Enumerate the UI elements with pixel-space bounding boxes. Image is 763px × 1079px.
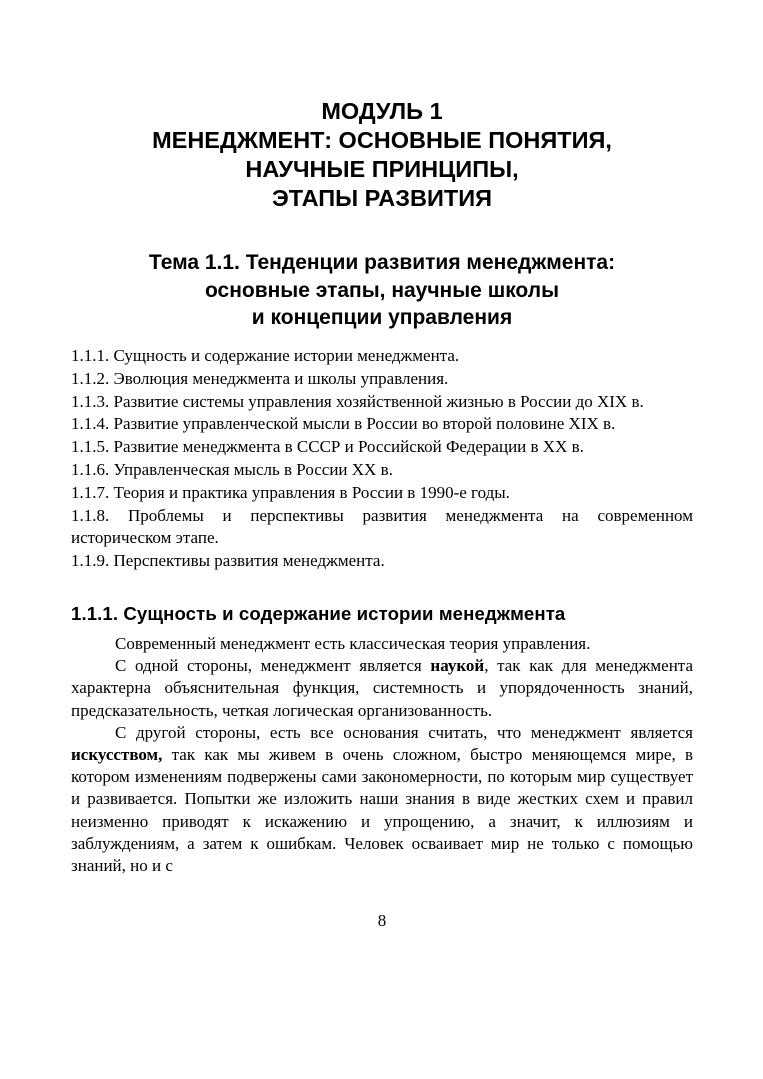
module-heading [71,97,693,213]
module-heading-line: ЭТАПЫ РАЗВИТИЯ [272,185,492,211]
paragraph [71,655,693,722]
topic-heading-line: и концепции управления [251,306,513,329]
module-heading-line: НАУЧНЫЕ ПРИНЦИПЫ, [245,156,519,182]
paragraph-text: , так как для менеджмента характерна объяснительная функция, системность и упорядоченность знаний, предсказательность, четкая логическая организованность. [71,656,693,720]
book-page [71,0,693,1079]
toc-item: 1.1.2. Эволюция менеджмента и школы управления. [71,368,449,388]
paragraph-text: Современный менеджмент есть классическая теория управления. [115,634,591,653]
toc-item: 1.1.8. Проблемы и перспективы развития менеджмента на современном историческом этапе. [71,505,693,548]
table-of-contents [71,345,693,573]
toc-item: 1.1.1. Сущность и содержание истории менеджмента. [71,346,460,365]
paragraph-text: так как мы живем в очень сложном, быстро меняющемся мире, в котором изменениям подвержены сами закономерности, по которым мир существует и развивается. Попытки же изложить наши знания в виде жестких схем и правил неизменно приводят к искажению и упрощению, а значит, к иллюзиям и заблуждениям, а затем к ошибкам. Человек осваивает мир не только с помощью знаний, но и с [71,745,693,876]
emphasis-term: искусством, [71,745,163,765]
toc-item: 1.1.9. Перспективы развития менеджмента. [71,551,385,571]
toc-item: 1.1.3. Развитие системы управления хозяйственной жизнью в России до XIX в. [71,391,644,411]
topic-heading-line: Тема 1.1. Тенденции развития менеджмента: [148,251,616,274]
module-heading-line: МОДУЛЬ 1 [321,98,443,124]
topic-heading [71,249,693,332]
topic-heading-line: основные этапы, научные школы [204,278,560,302]
body-text [71,633,693,877]
toc-item: 1.1.6. Управленческая мысль в России XX в. [71,459,393,479]
module-heading-line: МЕНЕДЖМЕНТ: ОСНОВНЫЕ ПОНЯТИЯ, [152,127,612,153]
paragraph [71,633,693,655]
paragraph-text: С одной стороны, менеджмент является [115,656,431,676]
toc-item: 1.1.5. Развитие менеджмента в СССР и Российской Федерации в XX в. [71,437,584,457]
emphasis-term: наукой [430,656,485,676]
paragraph [71,722,693,877]
toc-item: 1.1.4. Развитие управленческой мысли в России во второй половине XIX в. [71,414,616,434]
section-heading: 1.1.1. Сущность и содержание истории менеджмента [71,603,566,624]
toc-item: 1.1.7. Теория и практика управления в России в 1990-е годы. [71,482,510,502]
paragraph-text: С другой стороны, есть все основания считать, что менеджмент является [115,722,693,742]
page-number: 8 [377,911,387,930]
